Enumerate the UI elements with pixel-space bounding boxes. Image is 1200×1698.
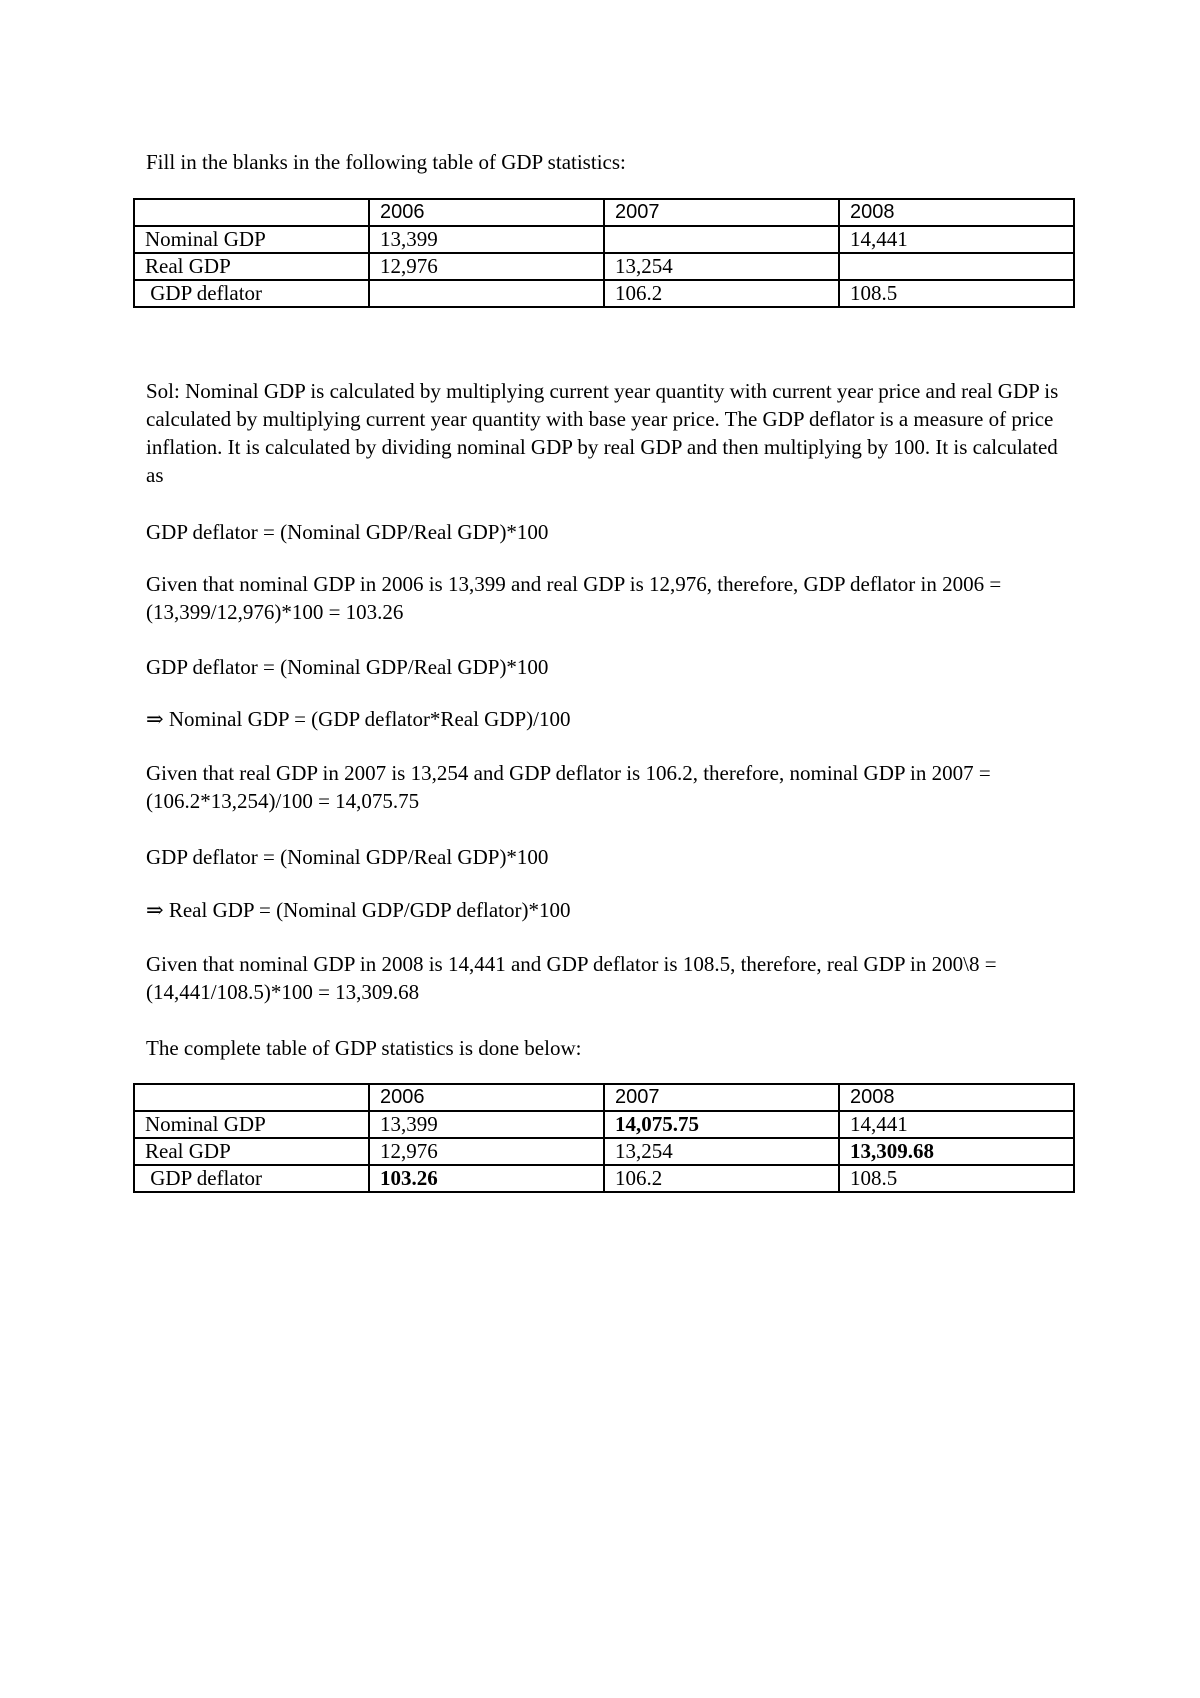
row-label: Nominal GDP	[134, 226, 369, 253]
table-cell: 14,441	[839, 226, 1074, 253]
table-header-cell: 2007	[604, 199, 839, 226]
formula-line: GDP deflator = (Nominal GDP/Real GDP)*100	[146, 655, 549, 679]
table-cell	[369, 280, 604, 307]
row-label: Real GDP	[134, 253, 369, 280]
table-cell: 13,309.68	[839, 1138, 1074, 1165]
row-label: GDP deflator	[134, 280, 369, 307]
solution-paragraph: Sol: Nominal GDP is calculated by multiplying current year quantity with current year price and real GDP is calculated by multiplying current year quantity with base year price. The GDP deflator is a measure of price inflation. It is calculated by dividing nominal GDP by real GDP and then multiplying by 100. It is calculated as	[146, 379, 1064, 487]
table-cell: 106.2	[604, 1165, 839, 1192]
table-cell: 108.5	[839, 1165, 1074, 1192]
gdp-table-blank	[133, 198, 1075, 308]
table-header-row	[134, 199, 1074, 226]
table-cell: 103.26	[369, 1165, 604, 1192]
table-cell	[839, 253, 1074, 280]
table-header-cell: 2006	[369, 1084, 604, 1111]
table-row	[134, 1165, 1074, 1192]
table-cell: 13,254	[604, 1138, 839, 1165]
table-cell: 13,254	[604, 253, 839, 280]
table-header-cell: 2008	[839, 199, 1074, 226]
table-cell: 13,399	[369, 226, 604, 253]
row-label: GDP deflator	[134, 1165, 369, 1192]
table-header-cell: 2006	[369, 199, 604, 226]
table-header-row	[134, 1084, 1074, 1111]
table-cell: 108.5	[839, 280, 1074, 307]
table-cell: 106.2	[604, 280, 839, 307]
table-cell	[134, 199, 369, 226]
table-cell	[134, 1084, 369, 1111]
row-label: Nominal GDP	[134, 1111, 369, 1138]
solution-paragraph: The complete table of GDP statistics is done below:	[146, 1036, 582, 1060]
table-cell: 12,976	[369, 1138, 604, 1165]
table-row	[134, 1138, 1074, 1165]
row-label: Real GDP	[134, 1138, 369, 1165]
table-cell: 14,441	[839, 1111, 1074, 1138]
formula-line: ⇒ Nominal GDP = (GDP deflator*Real GDP)/100	[146, 707, 571, 731]
table-row	[134, 280, 1074, 307]
table-row	[134, 226, 1074, 253]
solution-paragraph: Given that real GDP in 2007 is 13,254 and GDP deflator is 106.2, therefore, nominal GDP in 2007 = (106.2*13,254)/100 = 14,075.75	[146, 761, 996, 813]
formula-line: ⇒ Real GDP = (Nominal GDP/GDP deflator)*100	[146, 898, 571, 922]
table-header-cell: 2008	[839, 1084, 1074, 1111]
table-row	[134, 1111, 1074, 1138]
formula-line: GDP deflator = (Nominal GDP/Real GDP)*100	[146, 520, 549, 544]
table-cell: 14,075.75	[604, 1111, 839, 1138]
solution-paragraph: Given that nominal GDP in 2008 is 14,441 and GDP deflator is 108.5, therefore, real GDP in 200\8 = (14,441/108.5)*100 = 13,309.68	[146, 952, 1002, 1004]
table-cell: 13,399	[369, 1111, 604, 1138]
table-cell: 12,976	[369, 253, 604, 280]
table-row	[134, 253, 1074, 280]
gdp-table-complete	[133, 1083, 1075, 1193]
solution-paragraph: Given that nominal GDP in 2006 is 13,399 and real GDP is 12,976, therefore, GDP deflator in 2006 = (13,399/12,976)*100 = 103.26	[146, 572, 1007, 624]
table-cell	[604, 226, 839, 253]
intro-text: Fill in the blanks in the following table of GDP statistics:	[146, 150, 626, 174]
formula-line: GDP deflator = (Nominal GDP/Real GDP)*100	[146, 845, 549, 869]
table-header-cell: 2007	[604, 1084, 839, 1111]
